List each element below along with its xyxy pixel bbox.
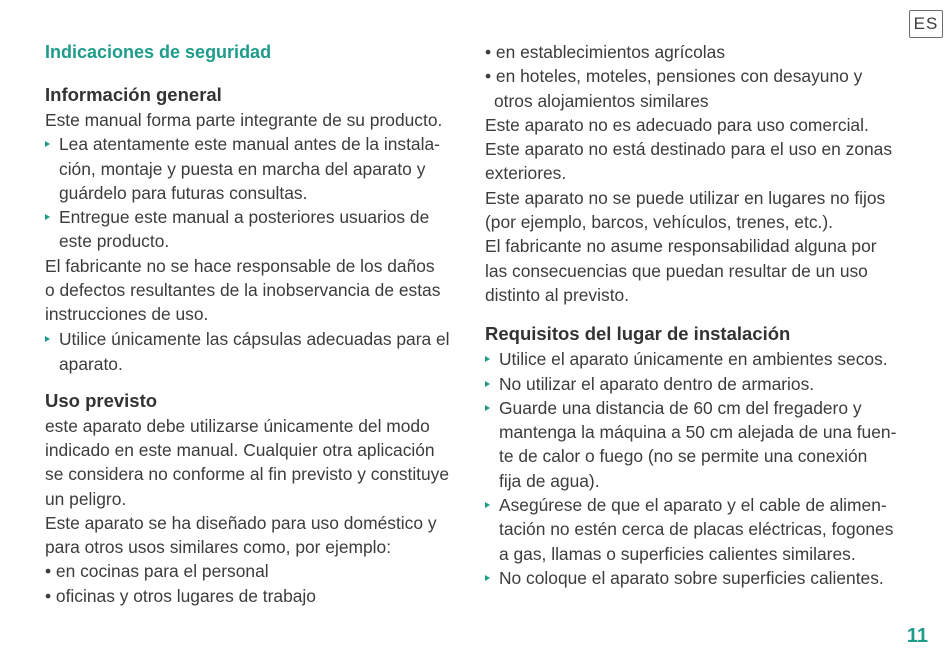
list-item-text: Utilice únicamente las cápsulas adecuadas para el aparato. (59, 328, 450, 375)
list-item-text: Guarde una distancia de 60 cm del fregadero y mantenga la máquina a 50 cm alejada de una fuen- te de calor o fuego (no se permite una conexión fija de agua). (499, 397, 897, 491)
installation-heading: Requisitos del lugar de instalación (485, 323, 791, 345)
list-item-text: Utilice el aparato únicamente en ambientes secos. (499, 349, 888, 370)
list-item-text: No coloque el aparato sobre superficies calientes. (499, 567, 884, 588)
paragraph: Este aparato no se puede utilizar en lugares no fijos (por ejemplo, barcos, vehículos, trenes, etc.). (485, 187, 886, 233)
list-item-text: No utilizar el aparato dentro de armarios. (499, 373, 815, 394)
list-item-text: Entregue este manual a posteriores usuarios de este producto. (59, 207, 430, 252)
list-item (485, 493, 915, 566)
arrow-bullet-icon (45, 141, 50, 147)
list-item (45, 132, 465, 205)
paragraph: Este aparato no es adecuado para uso comercial. (485, 114, 869, 135)
list-item-text: Lea atentamente este manual antes de la instala- ción, montaje y puesta en marcha del aparato y guárdelo para futuras consultas. (59, 134, 440, 203)
arrow-bullet-icon (45, 336, 50, 342)
list-item: • en establecimientos agrícolas (485, 42, 726, 62)
arrow-bullet-icon (485, 575, 490, 581)
arrow-bullet-icon (485, 502, 490, 508)
paragraph: El fabricante no asume responsabilidad alguna por las consecuencias que puedan resultar de un uso distinto al previsto. (485, 236, 877, 305)
language-badge: ES (909, 10, 943, 38)
list-item-text: Asegúrese de que el aparato y el cable de alimen- tación no estén cerca de placas eléctricas, fogones a gas, llamas o superficies calientes similares. (499, 495, 894, 564)
list-item (45, 327, 465, 378)
list-item (485, 347, 915, 371)
list-item (485, 566, 915, 590)
arrow-bullet-icon (485, 381, 490, 387)
general-info-heading: Información general (45, 84, 222, 105)
section-title: Indicaciones de seguridad (45, 42, 272, 62)
arrow-bullet-icon (485, 356, 490, 362)
list-item (45, 205, 465, 254)
paragraph: Este aparato no está destinado para el uso en zonas exteriores. (485, 139, 893, 184)
list-item: • en cocinas para el personal (45, 561, 269, 582)
intended-use-heading: Uso previsto (45, 389, 158, 411)
intended-use-text-1: este aparato debe utilizarse únicamente del modo indicado en este manual. Cualquier otra aplicación se considera no conforme al fin previsto y constituye un peligro. (45, 415, 450, 509)
list-item: • en hoteles, moteles, pensiones con desayuno y otros alojamientos similares (485, 66, 863, 111)
intended-use-text-2: Este aparato se ha diseñado para uso doméstico y para otros usos similares como, por ejemplo: (45, 512, 437, 558)
general-intro: Este manual forma parte integrante de su producto. (45, 110, 443, 130)
liability-text: El fabricante no se hace responsable de los daños o defectos resultantes de la inobservancia de estas instrucciones de uso. (45, 255, 441, 325)
list-item (485, 372, 915, 396)
page-number: 11 (906, 625, 928, 647)
arrow-bullet-icon (45, 214, 50, 220)
list-item (485, 396, 915, 493)
list-item: • oficinas y otros lugares de trabajo (45, 585, 316, 606)
left-column (45, 40, 465, 608)
right-column (485, 40, 915, 590)
arrow-bullet-icon (485, 405, 490, 411)
